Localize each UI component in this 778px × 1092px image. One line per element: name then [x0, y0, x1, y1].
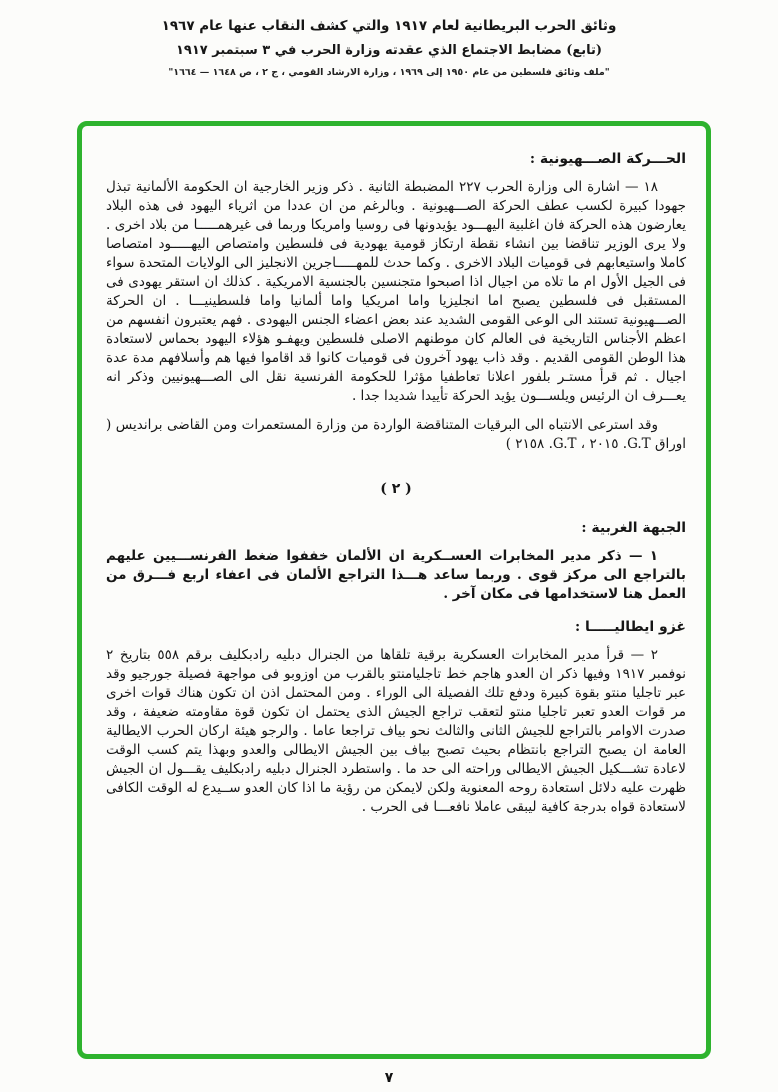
section-heading-italy-invasion: غزو ايطاليـــــا : [575, 619, 686, 635]
paragraph-telegrams-note: وقد استرعى الانتباه الى البرقيات المتناقضة الواردة من وزارة المستعمرات ومن القاضى برانديس ( اوراق G.T. ٢٠١٥ ، G.T. ٢١٥٨ ) [106, 417, 686, 452]
paragraph-item-2: ٢ — قرأ مدير المخابرات العسكرية برقية تلقاها من الجنرال دبليه رادبكليف برقم ٥٥٨ بتاريخ ٢ نوفمبر ١٩١٧ وفيها ذكر ان العدو هاجم خط تاجليامنتو بالقرب من اوزوبو فى مواجهة فصيلة جورجيو وقد عبر تاجليا منتو بقوة كبيرة ودفع تلك الفصيلة الى الوراء . ومن المحتمل اذن ان تكون هناك قوات اخرى مر قوات العدو تعبر تاجليا منتو لتعقب تراجع الجيش الذى يحتمل ان تكون قوة مقاومته ضعيفة ، وقد صدرت الاوامر بالتراجع للجيش الثانى والثالث نحو بياف تراجعا عاما . والرجو هيئة اركان الحرب الايطالية العامة ان يصبح التراجع بانتظام بحيث تصبح بياف بين الجيش الايطالى والعدو وبهذا يتم كسب الوقت لاعادة تشـــكيل الجيش الايطالى وراحته الى حد ما . واستطرد الجنرال دبليه رادبكليف يقـــول ان الجيش ظهرت عليه دلائل استعادة روحه المعنوية ولكن لايمكن من رؤية ما اذا كان العدو ســيدع له الوقت الكافى لاستعادة قواه بدرجة كافية ليبقى عاملا نافعـــا فى الحرب . [106, 647, 686, 815]
page-number: ٧ [384, 1070, 394, 1086]
section-heading-western-front: الجبهة الغربية : [581, 520, 686, 536]
section-heading-zionist-movement: الحـــركة الصـــهيونية : [529, 151, 686, 167]
highlight-annotation-box [77, 121, 711, 1059]
section-number-divider: ( ٢ ) [380, 481, 412, 497]
document-source-citation: "ملف وثائق فلسطين من عام ١٩٥٠ إلى ١٩٦٩ ، وزارة الارشاد القومي ، ج ٢ ، ص ١٦٤٨ — ١٦٦٤" [168, 67, 610, 78]
document-body [82, 126, 706, 1054]
paragraph-item-18: ١٨ — اشارة الى وزارة الحرب ٢٢٧ المضبطة الثانية . ذكر وزير الخارجية ان الحكومة الألمانية تبذل جهودا كبيرة لكسب عطف الحركة الصـــهيونية . وبالرغم من ان عددا من اثرياء اليهود فى هذه البلاد يعارضون هذه الحركة فان اغلبية اليهـــود يؤيدونها فى روسيا وامريكا وربما فى غيرهمـــــا من بلاد اخرى . ولا يرى الوزير تناقضا بين انشاء نقطة ارتكاز قومية يهودية فى فلسطين وامتصاص اليهـــــود امتصاصا كاملا واستيعابهم فى قوميات البلاد الاخرى . وكما حدث للمهـــــاجرين الانجليز الى الولايات المتحدة سواء فى الجيل الأول ام ما تلاه من اجيال اذا اصبحوا متجنسين بالجنسية الامريكية . كذلك ان استقر يهودى فى المستقبل فى فلسطين يصبح اما انجليزيا واما امريكيا واما ألمانيا واما فلسطينيـــا . ان الحركة الصـــهيونية تستند الى الوعى القومى الشديد عند بعض اعضاء الجنس اليهودى . فهم يعتبرون انفسهم من اعظم الأجناس التاريخية فى العالم كان موطنهم الاصلى فلسطين ويهفـو هؤلاء اليهود بحماس لاستعادة هذا الوطن القومى القديم . وقد ذاب يهود آخرون فى قوميات كانوا قد اقاموا فيها هم وأسلافهم مدة عدة اجيال . ثم قرأ مستـر بلفور اعلانا تعاطفيا مؤثرا للحكومة الفرنسية نقل الى الصـــهيونيين وذكر انه يعـــرف ان الرئيس ويلســـون يؤيد الحركة تأييدا شديدا جدا . [106, 179, 686, 404]
document-subtitle-line: (تابع) مضابط الاجتماع الذي عقدته وزارة الحرب في ٣ سبتمبر ١٩١٧ [175, 43, 603, 58]
paragraph-item-1: ١ — ذكر مدير المخابرات العســكرية ان الألمان خففوا ضغط الفرنســـيين عليهم بالتراجع الى مركز قوى . وربما ساعد هـــذا التراجع الألمان فى اعفاء اربع فـــرق من العمل هنا لاستخدامها فى مكان آخر . [106, 548, 686, 602]
document-header [0, 18, 778, 78]
document-title-line: وثائق الحرب البريطانية لعام ١٩١٧ والتي كشف النقاب عنها عام ١٩٦٧ [161, 18, 617, 34]
